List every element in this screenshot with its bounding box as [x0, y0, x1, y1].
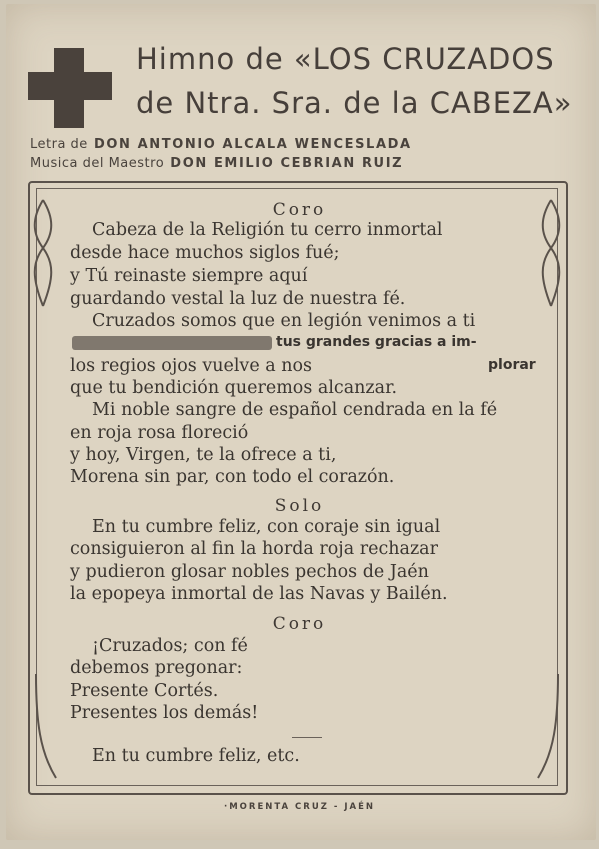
- lyric-line: desde hace muchos siglos fué;: [70, 243, 340, 263]
- coro-heading: Coro: [272, 614, 327, 634]
- lyrics-label: Letra de: [30, 137, 88, 152]
- lyrics-credit: [30, 137, 412, 152]
- lyric-line: plorar: [488, 357, 536, 373]
- title-line-2: de Ntra. Sra. de la CABEZA»: [136, 86, 573, 120]
- lyric-line: y hoy, Virgen, te la ofrece a ti,: [70, 445, 337, 465]
- closing-line: En tu cumbre feliz, etc.: [92, 746, 300, 766]
- lyric-line: y Tú reinaste siempre aquí: [70, 266, 308, 286]
- music-label: Musica del Maestro: [30, 156, 165, 171]
- lyric-line: y pudieron glosar nobles pechos de Jaén: [70, 562, 429, 582]
- printer-imprint: ·MORENTA CRUZ - JAÉN: [223, 802, 375, 812]
- lyric-line: consiguieron al fin la horda roja rechazar: [70, 539, 438, 559]
- solo-heading: Solo: [274, 496, 325, 516]
- lyric-line: Morena sin par, con todo el corazón.: [70, 467, 395, 487]
- title-line-1: Himno de «LOS CRUZADOS: [136, 42, 555, 76]
- lyrics-author: DON ANTONIO ALCALA WENCESLADA: [93, 137, 412, 152]
- lyric-line: debemos pregonar:: [70, 658, 243, 678]
- lyric-line: guardando vestal la luz de nuestra fé.: [70, 289, 406, 309]
- lyric-line: que tu bendición queremos alcanzar.: [70, 378, 398, 398]
- lyric-line: Presente Cortés.: [70, 681, 219, 701]
- bottom-left-ornament-icon: [32, 672, 58, 782]
- lyric-line: ¡Cruzados; con fé: [92, 636, 248, 656]
- lyric-line: En tu cumbre feliz, con coraje sin igual: [92, 517, 441, 537]
- red-cross-emblem: [28, 48, 112, 128]
- coro-heading: Coro: [272, 200, 327, 220]
- lyric-line: la epopeya inmortal de las Navas y Bailén.: [70, 584, 448, 604]
- cross-horizontal-bar: [28, 72, 112, 100]
- lyric-line: Cabeza de la Religión tu cerro inmortal: [92, 220, 443, 240]
- music-author: DON EMILIO CEBRIAN RUIZ: [170, 156, 404, 171]
- bottom-right-ornament-icon: [536, 672, 562, 782]
- music-credit: [30, 156, 403, 171]
- lyric-line: Cruzados somos que en legión venimos a ti: [92, 311, 476, 331]
- lyric-line: Presentes los demás!: [70, 703, 259, 723]
- lyric-line: en roja rosa floreció: [70, 423, 249, 443]
- divider: [292, 737, 322, 738]
- ink-smudge: [72, 336, 272, 350]
- lyric-line: Mi noble sangre de español cendrada en la fé: [92, 400, 498, 420]
- lyric-line: los regios ojos vuelve a nos: [70, 356, 313, 376]
- lyric-line: tus grandes gracias a im-: [276, 334, 477, 350]
